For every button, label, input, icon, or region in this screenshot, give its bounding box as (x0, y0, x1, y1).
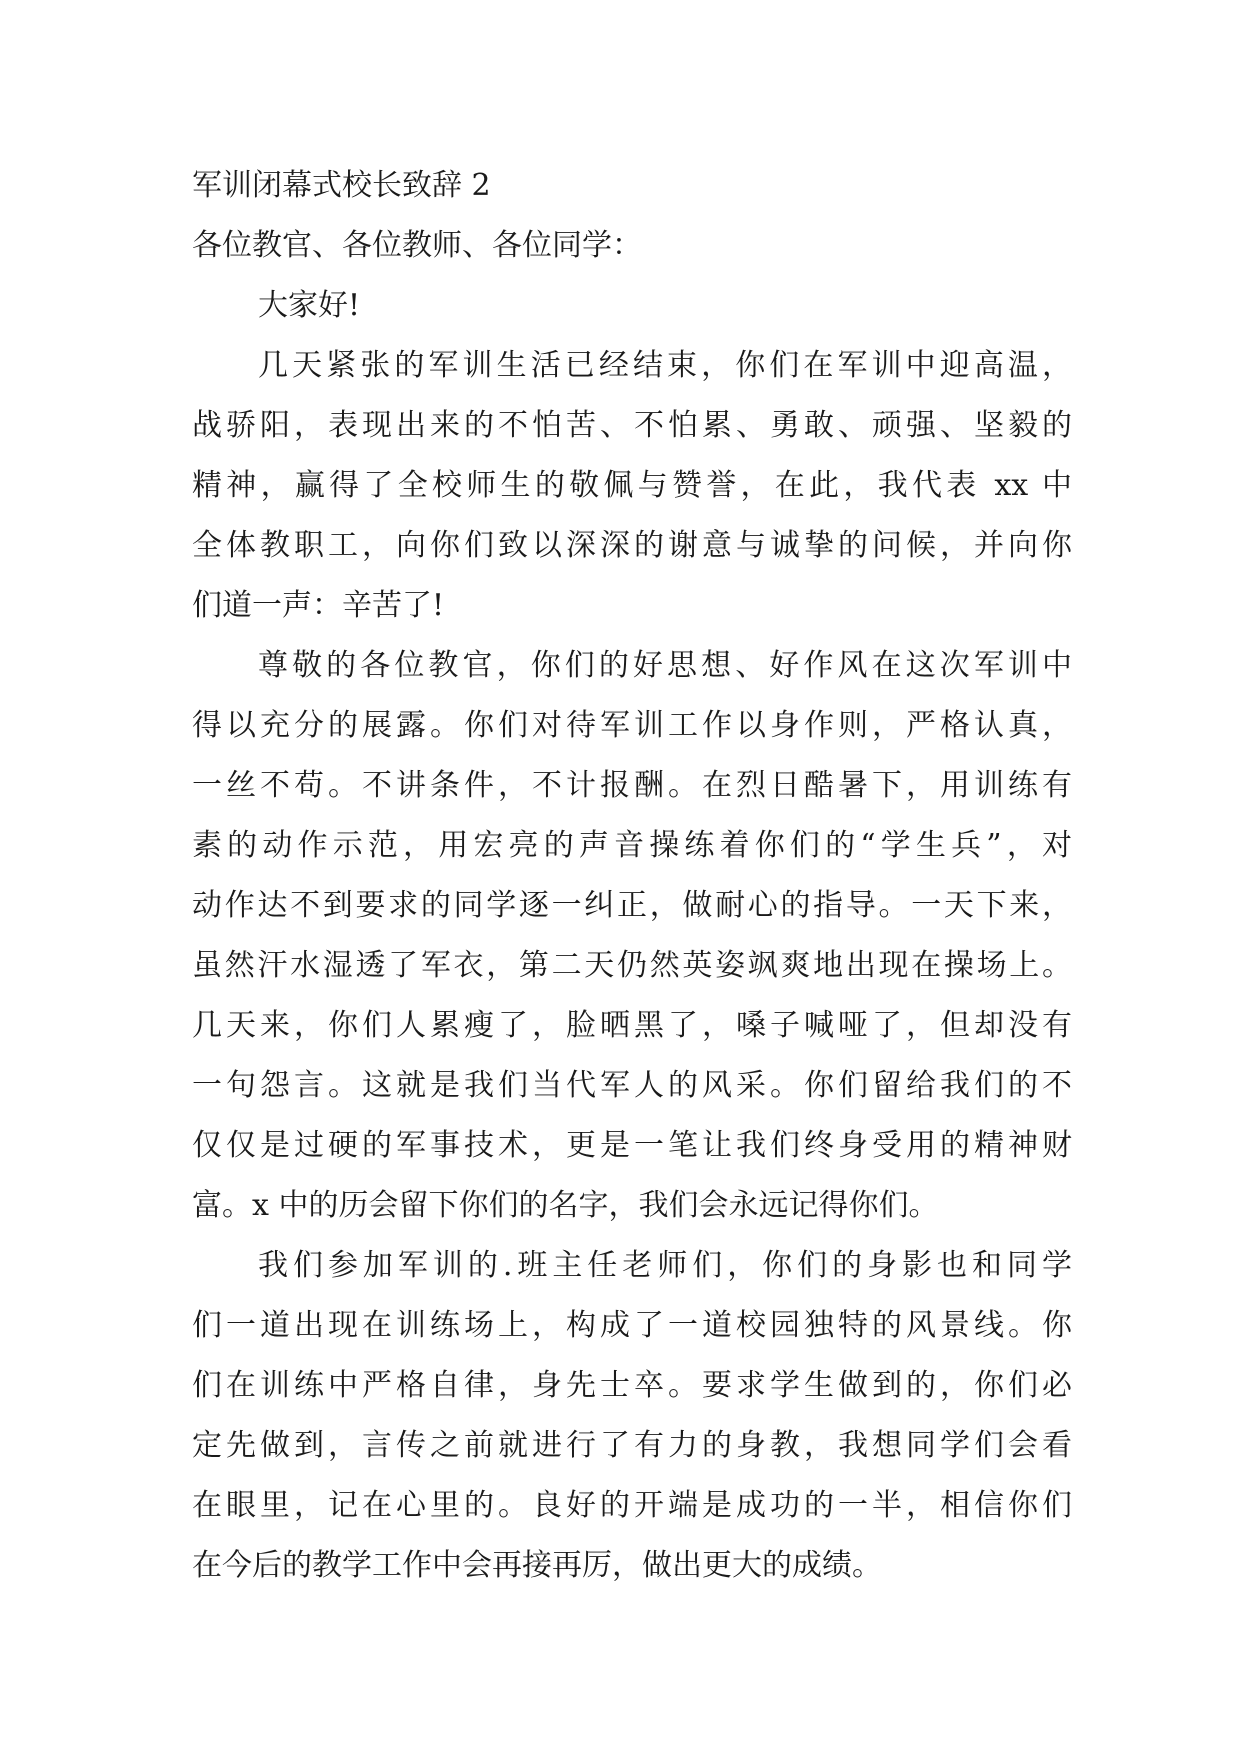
paragraph-line: 定先做到，言传之前就进行了有力的身教，我想同学们会看 (192, 1428, 1072, 1463)
paragraph-2 (192, 636, 1072, 1236)
document-title: 军训闭幕式校长致辞 2 (192, 168, 491, 203)
paragraph-line: 一句怨言。这就是我们当代军人的风采。你们留给我们的不 (192, 1068, 1072, 1103)
paragraph-line: 几天紧张的军训生活已经结束，你们在军训中迎高温， (258, 348, 1072, 383)
paragraph-line: 们道一声：辛苦了! (192, 588, 445, 623)
paragraph-line: 动作达不到要求的同学逐一纠正，做耐心的指导。一天下来， (192, 888, 1072, 923)
paragraph-line: 我们参加军训的.班主任老师们，你们的身影也和同学 (258, 1248, 1072, 1283)
paragraph-line: 几天来，你们人累瘦了，脸晒黑了，嗓子喊哑了，但却没有 (192, 1008, 1072, 1043)
paragraph-line: 虽然汗水湿透了军衣，第二天仍然英姿飒爽地出现在操场上。 (192, 948, 1072, 983)
paragraph-line: 们一道出现在训练场上，构成了一道校园独特的风景线。你 (192, 1308, 1072, 1343)
paragraph-line: 得以充分的展露。你们对待军训工作以身作则，严格认真， (192, 708, 1072, 743)
paragraph-3 (192, 1236, 1072, 1596)
salutation: 各位教官、各位教师、各位同学： (192, 228, 642, 263)
paragraph-line: 们在训练中严格自律，身先士卒。要求学生做到的，你们必 (192, 1368, 1072, 1403)
paragraph-line: 在今后的教学工作中会再接再厉，做出更大的成绩。 (192, 1548, 882, 1583)
document-page (192, 156, 1072, 1596)
greeting: 大家好! (258, 288, 361, 323)
paragraph-line: 素的动作示范，用宏亮的声音操练着你们的“学生兵”，对 (192, 828, 1072, 863)
paragraph-line: 尊敬的各位教官，你们的好思想、好作风在这次军训中 (258, 648, 1072, 683)
paragraph-line: 在眼里，记在心里的。良好的开端是成功的一半，相信你们 (192, 1488, 1072, 1523)
paragraph-line: 战骄阳，表现出来的不怕苦、不怕累、勇敢、顽强、坚毅的 (192, 408, 1072, 443)
paragraph-line: 仅仅是过硬的军事技术，更是一笔让我们终身受用的精神财 (192, 1128, 1072, 1163)
paragraph-line: 一丝不苟。不讲条件，不计报酬。在烈日酷暑下，用训练有 (192, 768, 1072, 803)
paragraph-1 (192, 336, 1072, 636)
paragraph-line: 全体教职工，向你们致以深深的谢意与诚挚的问候，并向你 (192, 528, 1072, 563)
paragraph-line: 富。x 中的历会留下你们的名字，我们会永远记得你们。 (192, 1188, 939, 1223)
paragraph-line: 精神，赢得了全校师生的敬佩与赞誉，在此，我代表 xx 中 (192, 468, 1072, 503)
